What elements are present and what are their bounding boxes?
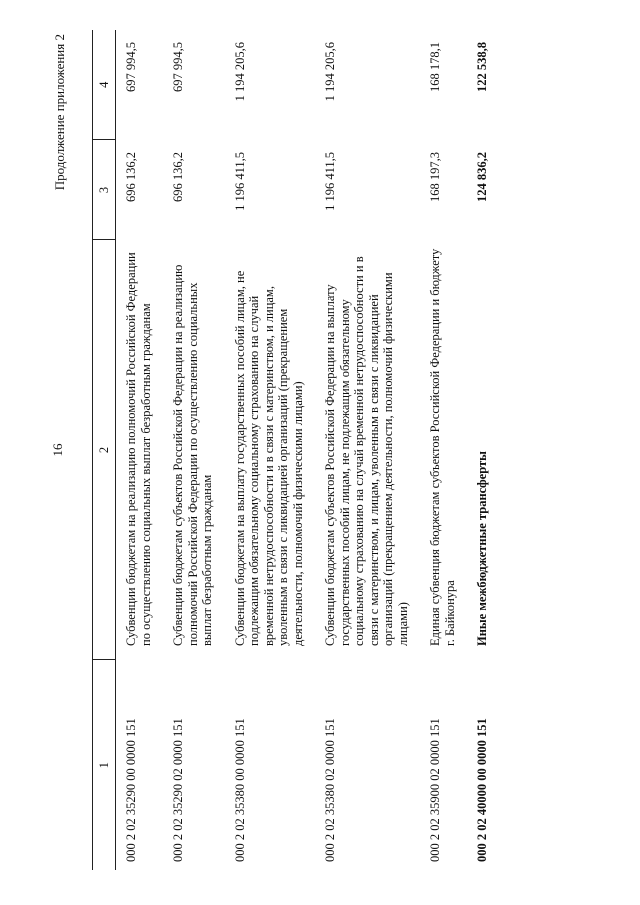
value-col-4: 168 178,1 (428, 42, 442, 92)
column-header: 1 (93, 660, 116, 870)
budget-code: 000 2 02 35380 00 0000 151 (232, 718, 247, 862)
row-description: Субвенции бюджетам на выплату государственных пособий лицам, не подлежащим обязательному социальному страхованию на случай временной нетрудоспособности и в связи с материнством, и лицам, уволенным в связи с ликвидацией организаций (прекращением деятельности, полномочий физическими лицами) (232, 270, 305, 646)
value-col-4: 697 994,5 (124, 42, 138, 92)
table-row (315, 30, 420, 870)
budget-code: 000 2 02 40000 00 0000 151 (475, 718, 489, 862)
row-description: Иные межбюджетные трансферты (475, 451, 489, 646)
value-col-4: 697 994,5 (171, 42, 185, 92)
page-number: 16 (50, 443, 65, 457)
table-row (420, 30, 467, 870)
value-col-3: 1 196 411,5 (323, 152, 337, 211)
row-description: Субвенции бюджетам на реализацию полномочий Российской Федерации по осуществлению социальных выплат безработным гражданам (124, 252, 153, 646)
value-col-4: 1 194 205,6 (323, 42, 337, 102)
budget-code: 000 2 02 35290 00 0000 151 (124, 718, 138, 862)
value-col-3: 696 136,2 (171, 152, 185, 202)
column-header: 3 (93, 140, 116, 240)
row-description: Единая субвенция бюджетам субъектов Российской Федерации и бюджету г. Байконура (428, 248, 457, 646)
column-header: 2 (93, 240, 116, 660)
table-row (116, 30, 164, 870)
value-col-3: 124 836,2 (475, 152, 489, 202)
value-col-3: 1 196 411,5 (232, 152, 247, 211)
value-col-3: 168 197,3 (428, 152, 442, 202)
table-header-row (93, 30, 116, 870)
budget-table (92, 30, 500, 870)
value-col-4: 1 194 205,6 (232, 42, 247, 102)
value-col-3: 696 136,2 (124, 152, 138, 202)
table-row-total (467, 30, 500, 870)
row-description: Субвенции бюджетам субъектов Российской Федерации на выплату государственных пособий лицам, не подлежащим обязательному социальному страхованию на случай временной нетрудоспособности и в связи с материнством, и лицам, уволенным в связи с ликвидацией организаций (прекращением деятельности, полномочий физическими лицами) (323, 256, 410, 646)
table-row (163, 30, 225, 870)
rotated-page (50, 30, 630, 870)
value-col-4: 122 538,8 (475, 42, 489, 92)
row-description: Субвенции бюджетам субъектов Российской Федерации на реализацию полномочий Российской Федерации по осуществлению социальных выплат безработным гражданам (171, 264, 214, 646)
column-header: 4 (93, 30, 116, 140)
budget-code: 000 2 02 35290 02 0000 151 (171, 718, 185, 862)
continuation-label: Продолжение приложения 2 (52, 34, 67, 191)
budget-code: 000 2 02 35900 02 0000 151 (428, 718, 442, 862)
table-row (225, 30, 316, 870)
budget-code: 000 2 02 35380 02 0000 151 (323, 718, 337, 862)
